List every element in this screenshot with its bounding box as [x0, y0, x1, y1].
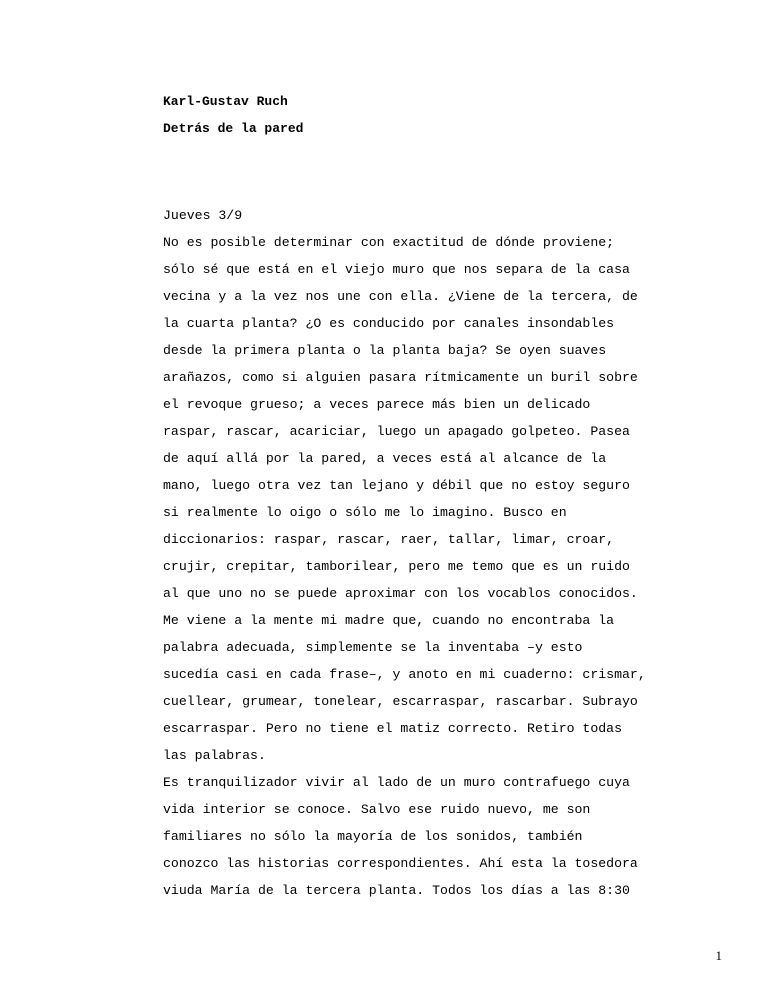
text-line: sólo sé que está en el viejo muro que nos separa de la casa	[163, 262, 630, 277]
text-line: de aquí allá por la pared, a veces está al alcance de la	[163, 451, 607, 466]
author-name: Karl-Gustav Ruch	[163, 94, 288, 109]
text-line: diccionarios: raspar, rascar, raer, tallar, limar, croar,	[163, 532, 615, 547]
text-line: vida interior se conoce. Salvo ese ruido nuevo, me son	[163, 802, 591, 817]
text-line: conozco las historias correspondientes. Ahí esta la tosedora	[163, 856, 638, 871]
text-line: cuellear, grumear, tonelear, escarraspar, rascarbar. Subrayo	[163, 694, 638, 709]
text-line: Jueves 3/9	[163, 208, 243, 223]
document-title: Detrás de la pared	[163, 121, 304, 136]
page-number: 1	[715, 948, 722, 963]
text-line: Me viene a la mente mi madre que, cuando no encontraba la	[163, 613, 615, 628]
text-line: viuda María de la tercera planta. Todos los días a las 8:30	[163, 883, 630, 898]
text-line: Es tranquilizador vivir al lado de un muro contrafuego cuya	[163, 775, 630, 790]
text-line: mano, luego otra vez tan lejano y débil que no estoy seguro	[163, 478, 630, 493]
text-line: las palabras.	[163, 748, 266, 763]
text-line: escarraspar. Pero no tiene el matiz correcto. Retiro todas	[163, 721, 622, 736]
text-line: desde la primera planta o la planta baja? Se oyen suaves	[163, 343, 607, 358]
body-text	[163, 202, 723, 904]
text-line: la cuarta planta? ¿O es conducido por canales insondables	[163, 316, 615, 331]
text-line: palabra adecuada, simplemente se la inventaba –y esto	[163, 640, 583, 655]
text-line: si realmente lo oigo o sólo me lo imagino. Busco en	[163, 505, 567, 520]
text-line: raspar, rascar, acariciar, luego un apagado golpeteo. Pasea	[163, 424, 630, 439]
text-line: No es posible determinar con exactitud de dónde proviene;	[163, 235, 615, 250]
text-line: vecina y a la vez nos une con ella. ¿Viene de la tercera, de	[163, 289, 638, 304]
text-line: sucedía casi en cada frase–, y anoto en mi cuaderno: crismar,	[163, 667, 646, 682]
text-line: al que uno no se puede aproximar con los vocablos conocidos.	[163, 586, 638, 601]
text-line: familiares no sólo la mayoría de los sonidos, también	[163, 829, 583, 844]
text-line: crujir, crepitar, tamborilear, pero me temo que es un ruido	[163, 559, 630, 574]
text-line: arañazos, como si alguien pasara rítmicamente un buril sobre	[163, 370, 638, 385]
text-line: el revoque grueso; a veces parece más bien un delicado	[163, 397, 591, 412]
